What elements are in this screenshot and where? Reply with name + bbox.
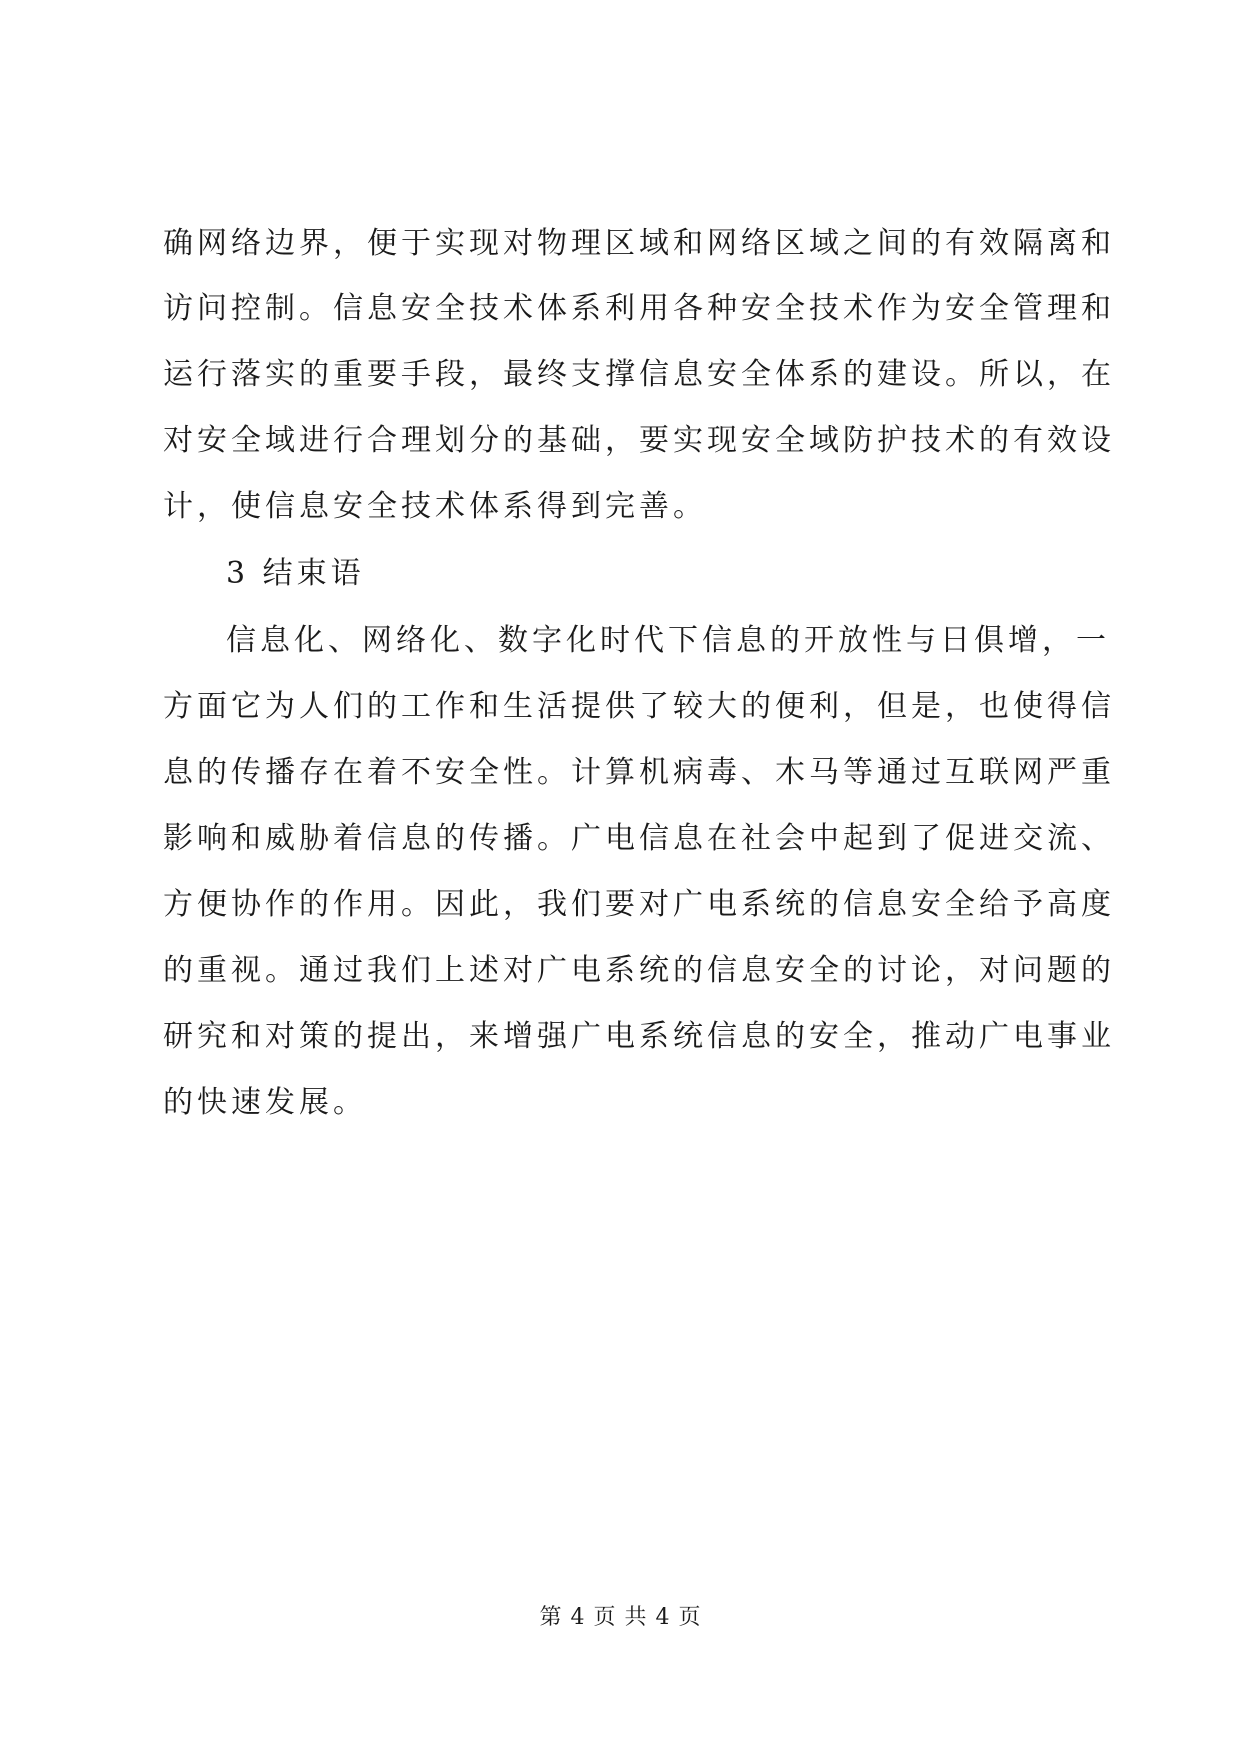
body-line-3: 运行落实的重要手段，最终支撑信息安全体系的建设。所以，在 <box>163 357 1115 392</box>
body-line-8: 方面它为人们的工作和生活提供了较大的便利，但是，也使得信 <box>163 689 1115 724</box>
body-line-14: 的快速发展。 <box>163 1085 367 1120</box>
body-line-13: 研究和对策的提出，来增强广电系统信息的安全，推动广电事业 <box>163 1019 1115 1054</box>
body-line-1: 确网络边界，便于实现对物理区域和网络区域之间的有效隔离和 <box>163 226 1115 261</box>
body-line-5: 计，使信息安全技术体系得到完善。 <box>163 489 707 524</box>
body-line-2: 访问控制。信息安全技术体系利用各种安全技术作为安全管理和 <box>163 291 1115 326</box>
page-footer: 第 4 页 共 4 页 <box>539 1605 702 1630</box>
body-line-12: 的重视。通过我们上述对广电系统的信息安全的讨论，对问题的 <box>163 953 1115 988</box>
body-line-11: 方便协作的作用。因此，我们要对广电系统的信息安全给予高度 <box>163 887 1115 922</box>
body-line-4: 对安全域进行合理划分的基础，要实现安全域防护技术的有效设 <box>163 423 1115 458</box>
body-line-7: 信息化、网络化、数字化时代下信息的开放性与日俱增，一 <box>226 623 1110 658</box>
body-line-9: 息的传播存在着不安全性。计算机病毒、木马等通过互联网严重 <box>163 755 1115 790</box>
body-line-10: 影响和威胁着信息的传播。广电信息在社会中起到了促进交流、 <box>163 821 1115 856</box>
section-heading: 3 结束语 <box>226 556 365 591</box>
